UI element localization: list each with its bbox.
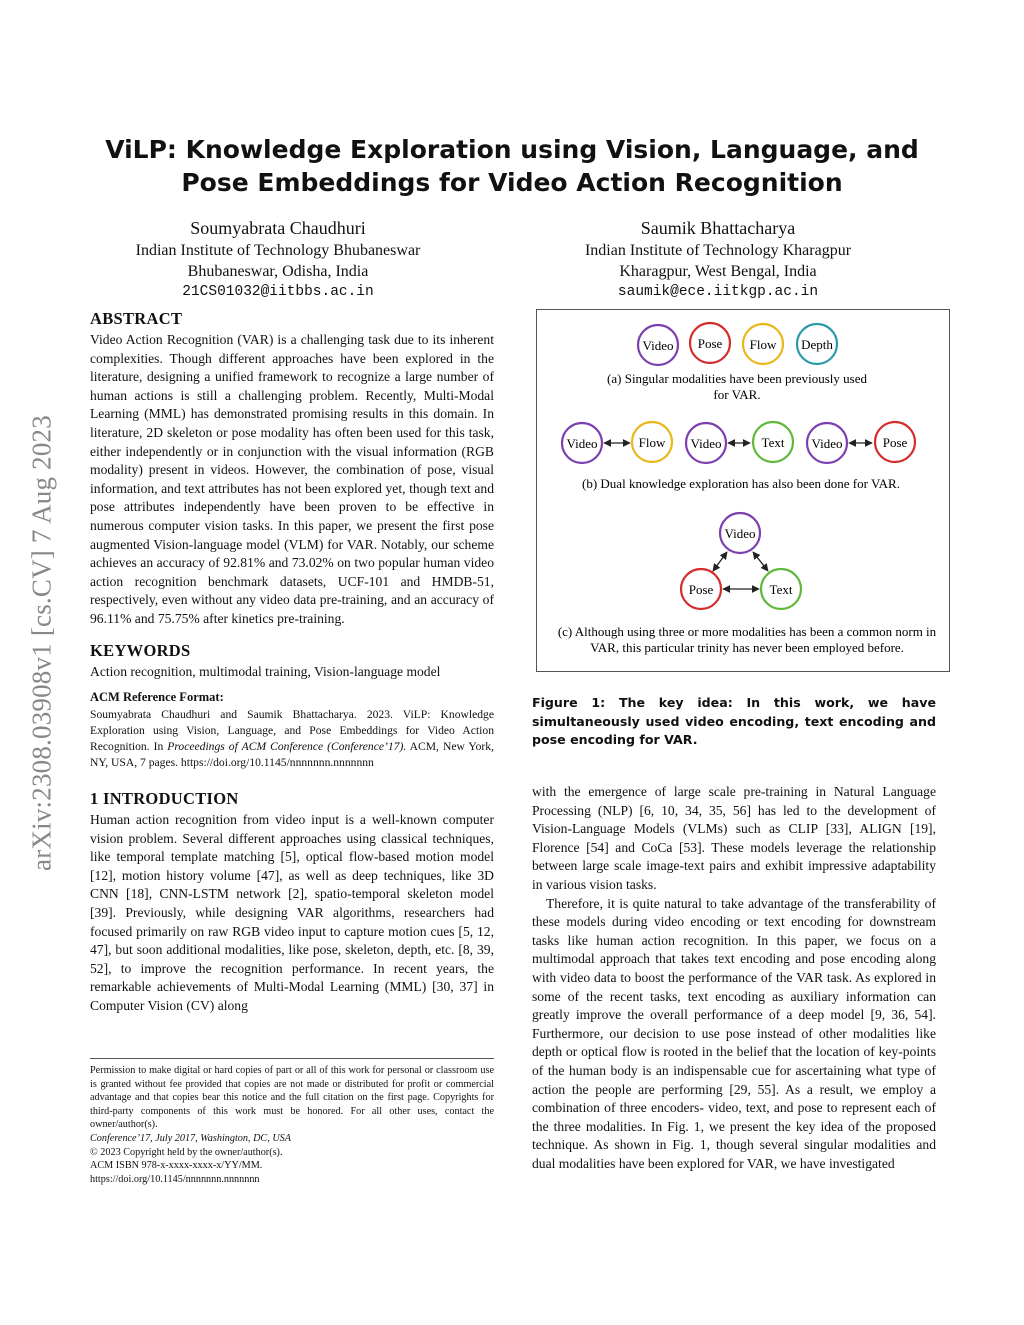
figure-1 bbox=[536, 309, 950, 672]
footnote-divider bbox=[90, 1058, 494, 1059]
author-block-2 bbox=[528, 216, 908, 303]
node-depth-a bbox=[797, 324, 837, 364]
node-video-b1 bbox=[562, 423, 602, 463]
author-location: Kharagpur, West Bengal, India bbox=[619, 263, 817, 280]
right-column bbox=[532, 783, 936, 1173]
svg-text:Pose: Pose bbox=[688, 582, 714, 597]
node-pose-c bbox=[681, 569, 721, 609]
svg-text:Video: Video bbox=[566, 436, 598, 451]
conference-line: Conference’17, July 2017, Washington, DC, USA bbox=[90, 1132, 291, 1144]
svg-text:Video: Video bbox=[690, 436, 722, 451]
node-pose-b bbox=[875, 422, 915, 462]
author-affiliation: Indian Institute of Technology Kharagpur bbox=[584, 242, 852, 259]
doi-line: https://doi.org/10.1145/nnnnnnn.nnnnnnn bbox=[90, 1173, 260, 1185]
author-email: saumik@ece.iitkgp.ac.in bbox=[617, 284, 819, 300]
svg-text:Depth: Depth bbox=[801, 337, 833, 352]
author-email: 21CS01032@iitbbs.ac.in bbox=[182, 284, 374, 300]
node-flow-a bbox=[743, 324, 783, 364]
keywords-text: Action recognition, multimodal training, Vision-language model bbox=[90, 663, 441, 679]
edge-video-pose-c bbox=[713, 552, 727, 571]
svg-text:Video: Video bbox=[642, 338, 674, 353]
node-video-a bbox=[638, 325, 678, 365]
svg-text:Text: Text bbox=[761, 435, 785, 450]
node-video-b2 bbox=[686, 423, 726, 463]
introduction-heading: 1 INTRODUCTION bbox=[90, 789, 239, 809]
svg-text:Flow: Flow bbox=[749, 337, 777, 352]
svg-text:Video: Video bbox=[724, 526, 756, 541]
svg-text:Pose: Pose bbox=[882, 435, 908, 450]
author-name: Saumik Bhattacharya bbox=[640, 218, 796, 238]
author-name: Soumyabrata Chaudhuri bbox=[190, 218, 366, 238]
node-flow-b bbox=[632, 422, 672, 462]
isbn-line: ACM ISBN 978-x-xxxx-xxxx-x/YY/MM. bbox=[90, 1160, 263, 1172]
subcaption-a-line2: for VAR. bbox=[713, 387, 761, 402]
svg-text:Pose: Pose bbox=[697, 336, 723, 351]
permission-notice: Permission to make digital or hard copies of part or all of this work for personal or classroom use is granted without fee provided that copies are not made or distributed for profit or commercial advantage and that copies bear this notice and the full citation on the first page. Copyrights for third-party components of this work must be honored. For all other uses, contact the owner/author(s). bbox=[90, 1065, 494, 1131]
arxiv-identifier bbox=[22, 355, 62, 930]
keywords-heading: KEYWORDS bbox=[90, 640, 191, 660]
acm-reference-heading: ACM Reference Format: bbox=[90, 690, 224, 705]
introduction-paragraph-1: Human action recognition from video input is a well-known computer vision problem. Several different approaches using classical techniques, like temporal template matching [5], optical flow-based motion model [12], motion history volume [47], as well as deep techniques, like 3D CNN [18], CNN-LSTM network [2], spatio-temporal skeleton model [39]. Previously, while designing VAR algorithms, researchers had focused primarily on raw RGB video input to capture motion cues [5, 12, 47], but soon additional modalities, like pose, skeleton, depth, etc. [8, 39, 52], to improve the recognition performance. In recent years, the remarkable achievements of Multi-Modal Learning (MML) [30, 37] in Computer Vision (CV) along bbox=[90, 812, 494, 1014]
figure-1-caption: Figure 1: The key idea: In this work, we have simultaneously used video encoding, text encoding and pose encoding for VAR. bbox=[532, 695, 936, 747]
subcaption-a-line1: (a) Singular modalities have been previously used bbox=[607, 371, 867, 386]
node-video-c bbox=[720, 513, 760, 553]
subcaption-c-line1: (c) Although using three or more modalities has been a common norm in bbox=[557, 624, 937, 639]
author-location: Bhubaneswar, Odisha, India bbox=[187, 263, 369, 280]
subcaption-b: (b) Dual knowledge exploration has also been done for VAR. bbox=[582, 476, 900, 491]
svg-text:Flow: Flow bbox=[638, 435, 666, 450]
edge-video-text-c bbox=[753, 552, 768, 571]
subcaption-c-line2: VAR, this particular trinity has never been employed before. bbox=[590, 640, 904, 655]
introduction-paragraph-3: Therefore, it is quite natural to take advantage of the transferability of these models during video encoding or text encoding for downstream tasks like human action recognition. In this paper, we focus on a multimodal approach that takes text encoding and pose encoding along with video data to boost the performance of the VAR task. As explored in some of the recent tasks, text encoding as auxiliary information can greatly improve the overall performance of a deep model [9, 36, 54]. Furthermore, our decision to use pose instead of other modalities like depth or optical flow is rooted in the belief that the location of key-points of the human body is an indispensable cue for ascertaining what type of action the people are performing [29, 55]. As a result, we employ a combination of three encoders- video, text, and pose to represent each of the three modalities. In Fig. 1, we present the key idea of the proposed technique. As shown in Fig. 1, though several singular modalities and dual modalities have been explored for VAR, we have investigated bbox=[532, 895, 936, 1171]
node-text-b bbox=[753, 422, 793, 462]
svg-text:Text: Text bbox=[769, 582, 793, 597]
copyright-footnote bbox=[90, 1064, 494, 1186]
svg-text:Video: Video bbox=[811, 436, 843, 451]
node-text-c bbox=[761, 569, 801, 609]
introduction-paragraph-2: with the emergence of large scale pre-training in Natural Language Processing (NLP) [6, 10, 34, 35, 56] has led to the development of Vision-Language Models (VLMs) such as CLIP [33], ALIGN [19], Florence [54] and CoCa [53]. These models leverage the relationship between large scale image-text pairs and exhibit impressive adaptability in various vision tasks. bbox=[532, 784, 936, 892]
left-column bbox=[90, 309, 494, 1016]
copyright-line: © 2023 Copyright held by the owner/author(s). bbox=[90, 1146, 283, 1158]
figure-1-diagram bbox=[537, 310, 949, 671]
author-block-1 bbox=[88, 216, 468, 303]
paper-title: ViLP: Knowledge Exploration using Vision, Language, and Pose Embeddings for Video Action Recognition bbox=[105, 135, 919, 197]
node-pose-a bbox=[690, 323, 730, 363]
arxiv-identifier-text: arXiv:2308.03908v1 [cs.CV] 7 Aug 2023 bbox=[26, 414, 57, 871]
node-video-b3 bbox=[807, 423, 847, 463]
abstract-heading: ABSTRACT bbox=[90, 309, 183, 328]
abstract-text: Video Action Recognition (VAR) is a challenging task due to its inherent complexities. Though different approaches have been explored in the literature, designing a unified framework to recognize a large number of human actions is still a challenging problem. Recently, Multi-Modal Learning (MML) has demonstrated promising results in this domain. In literature, 2D skeleton or pose modality has often been used for this task, either independently or in conjunction with the visual information (RGB modality) present in videos. However, the combination of pose, visual information, and text attributes has not been explored yet, though text and pose attributes independently have been proven to be effective in numerous computer vision tasks. In this paper, we present the first pose augmented Vision-language model (VLM) for VAR. Notably, our scheme achieves an accuracy of 92.81% and 73.02% on two popular human video action recognition benchmark datasets, UCF-101 and HMDB-51, respectively, even without any video data pre-training, and an accuracy of 96.11% and 75.75% after kinetics pre-training. bbox=[90, 332, 494, 626]
author-affiliation: Indian Institute of Technology Bhubaneswar bbox=[135, 242, 421, 259]
acm-reference-text: Soumyabrata Chaudhuri and Saumik Bhattacharya. 2023. ViLP: Knowledge Exploration using Vision, Language, and Pose Embeddings for Video Action Recognition. In Proceedings of ACM Conference (Conference’17). ACM, New York, NY, USA, 7 pages. https://doi.org/10.1145/nnnnnnn.nnnnnnn bbox=[90, 708, 494, 770]
